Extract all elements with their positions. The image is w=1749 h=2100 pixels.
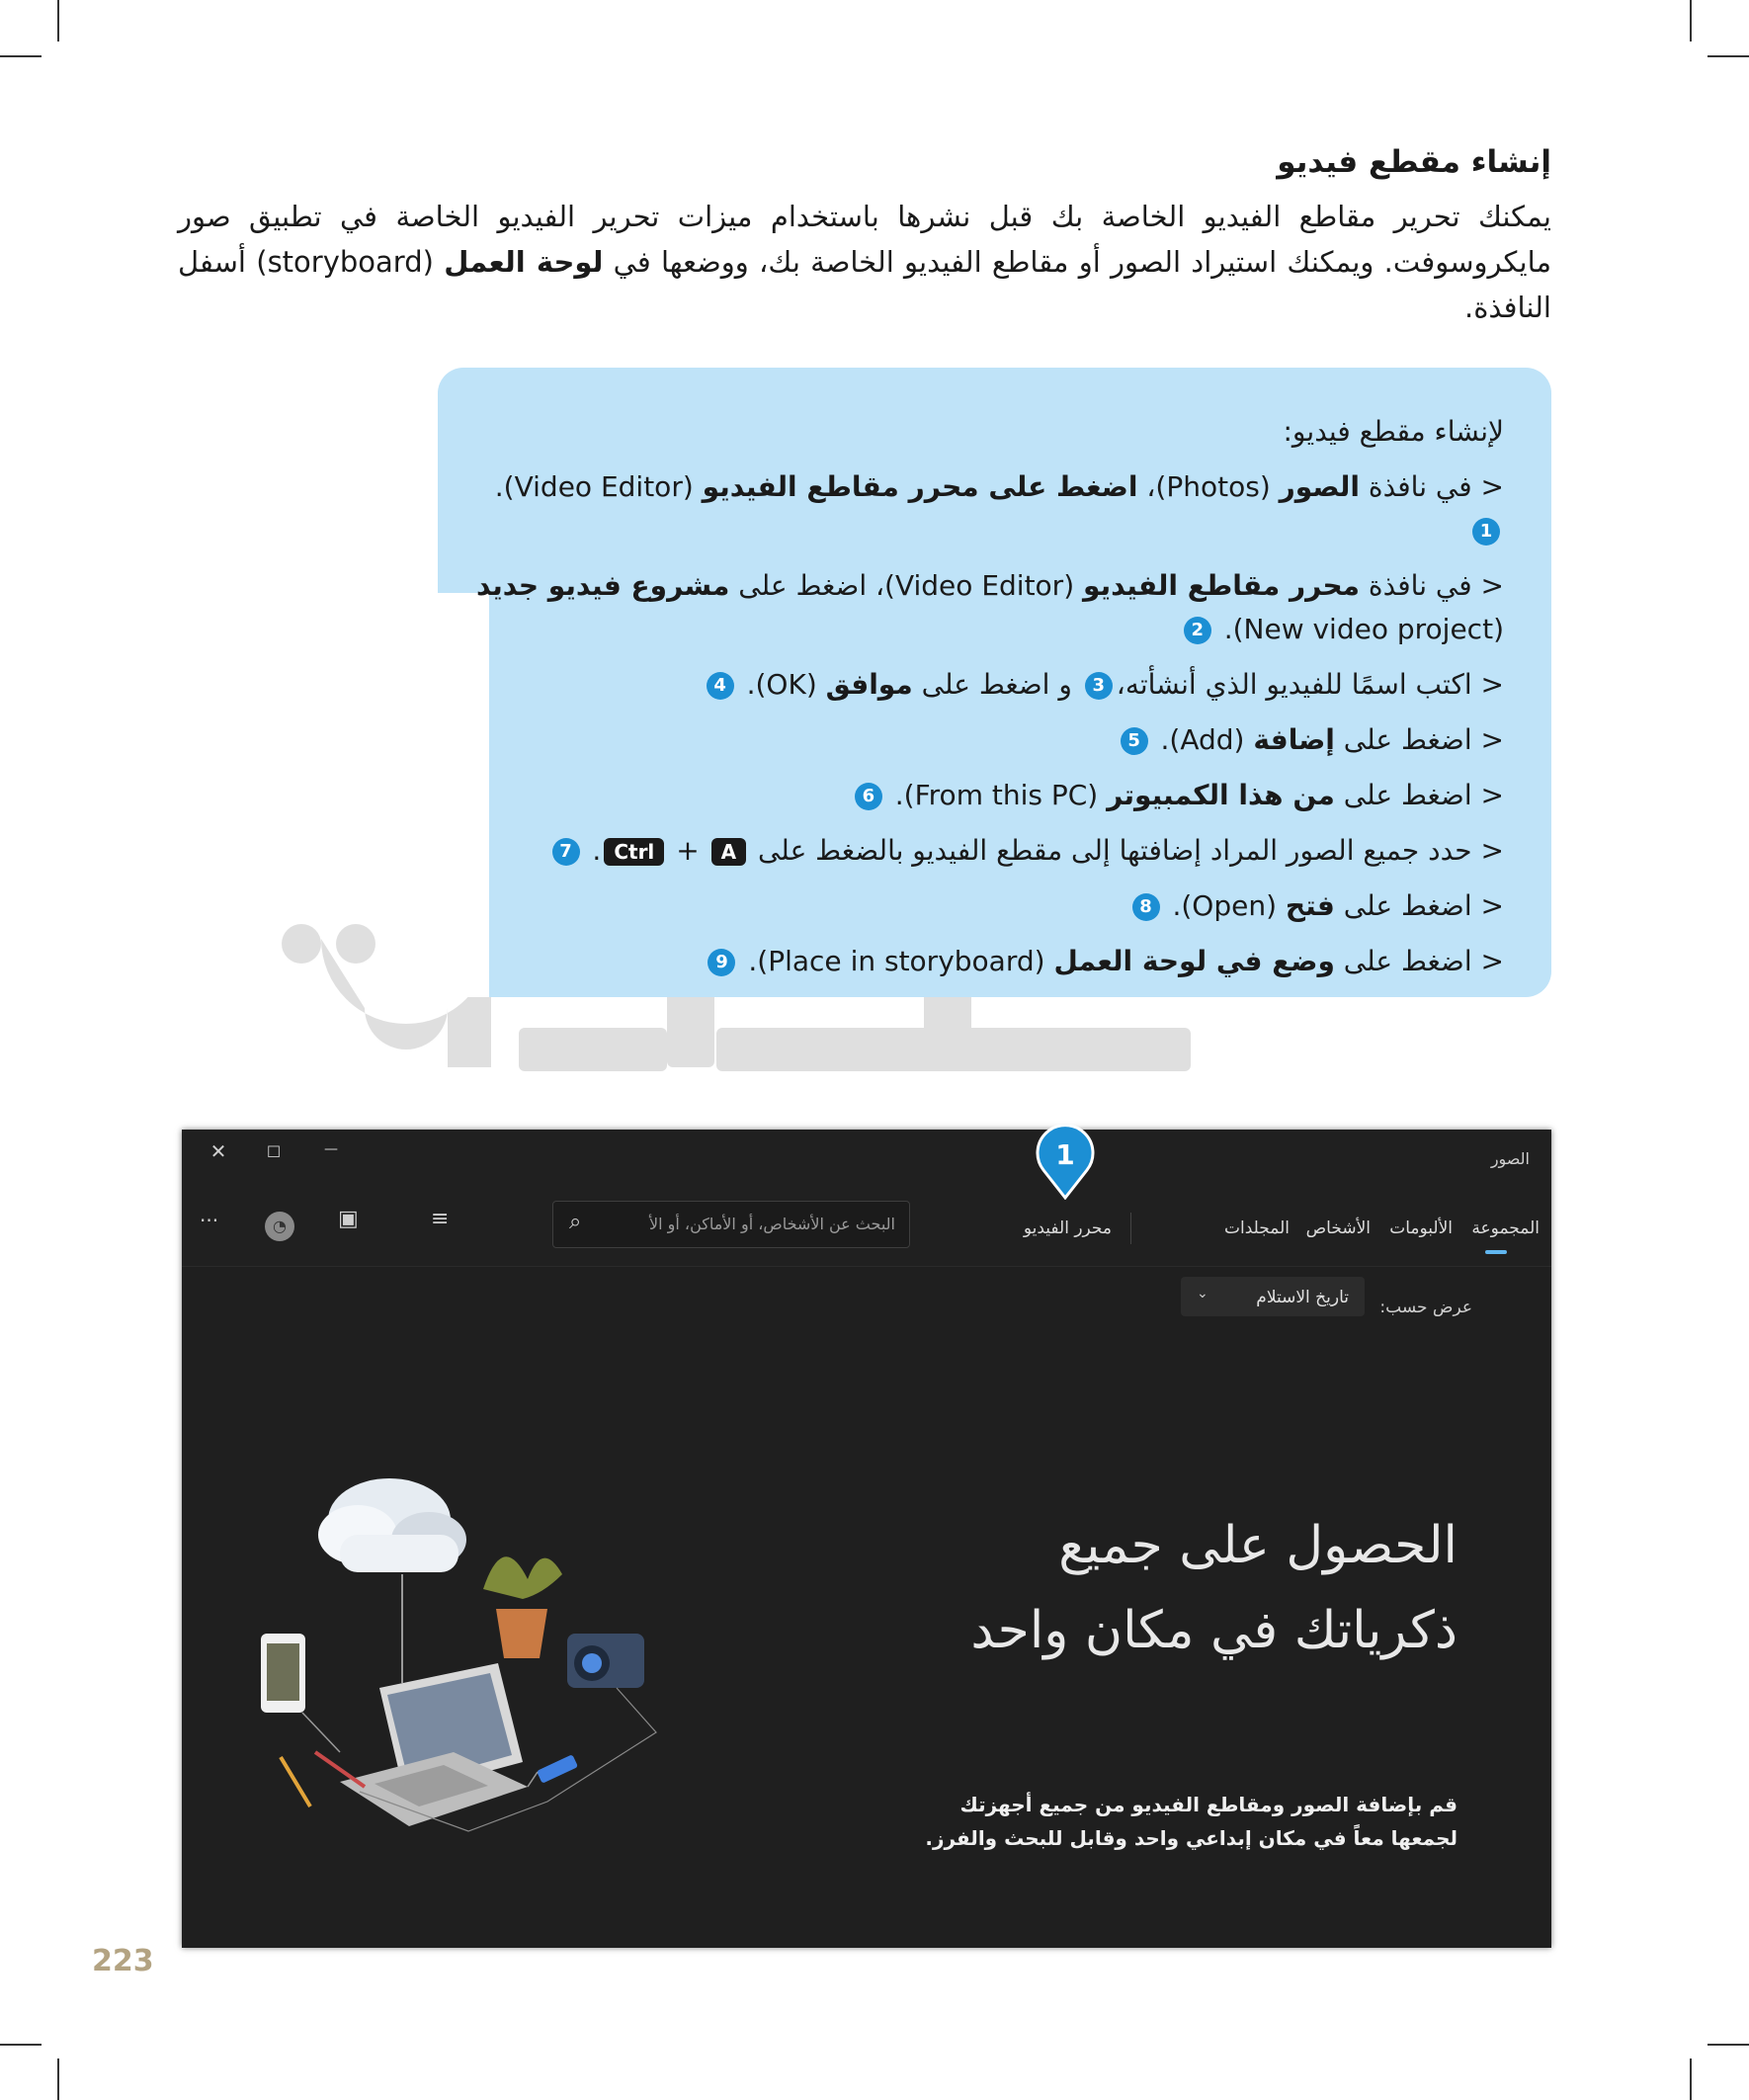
nav-divider: [1130, 1213, 1131, 1244]
step-text: (Photos)،: [1137, 470, 1280, 503]
step-7: < اضغط على فتح (Open). 8: [476, 884, 1504, 928]
step-3: < اكتب اسمًا للفيديو الذي أنشأته،3 و اضغط على موافق (OK). 4: [476, 663, 1504, 707]
sort-list-icon[interactable]: ≡: [431, 1207, 450, 1231]
step-text: (From this PC).: [894, 779, 1108, 811]
step-text: في نافذة: [1360, 569, 1472, 602]
crop-mark: [1690, 2058, 1692, 2100]
key-ctrl: Ctrl: [604, 838, 664, 866]
plus-sign: +: [676, 834, 700, 867]
search-placeholder: البحث عن الأشخاص، أو الأماكن، أو الأ: [648, 1215, 895, 1233]
step-8: < اضغط على وضع في لوحة العمل (Place in storyboard). 9: [476, 940, 1504, 983]
step-text: (Video Editor)، اضغط على: [729, 569, 1084, 602]
import-icon[interactable]: ▣: [338, 1207, 359, 1231]
step-bold: إضافة: [1253, 723, 1335, 756]
step-number-badge: 2: [1184, 617, 1211, 644]
step-number-badge: 9: [708, 949, 735, 976]
crop-mark: [1690, 0, 1692, 42]
avatar[interactable]: ◔: [265, 1212, 294, 1241]
tab-folders[interactable]: المجلدات: [1224, 1218, 1290, 1238]
pencil-icon: [281, 1757, 310, 1806]
intro-text: يمكنك تحرير مقاطع الفيديو الخاصة بك قبل نشرها باستخدام ميزات تحرير الفيديو الخاصة في تطبيق صور مايكروسوفت. ويمكنك استيراد الصور أو مقاطع الفيديو الخاصة بك، ووضعها في: [178, 200, 1551, 279]
step-number-badge: 7: [552, 838, 580, 866]
section-heading: إنشاء مقطع فيديو: [1277, 144, 1551, 180]
step-text: (Video Editor).: [494, 470, 703, 503]
step-text: حدد جميع الصور المراد إضافتها إلى مقطع الفيديو بالضغط على: [749, 834, 1472, 867]
step-text: اضغط على: [1334, 779, 1472, 811]
title-bar: [182, 1130, 1551, 1181]
crop-mark: [57, 0, 59, 42]
step-text: في نافذة: [1360, 470, 1472, 503]
step-text: .: [592, 834, 602, 867]
toolbar: [182, 1181, 1551, 1267]
step-number-badge: 3: [1085, 672, 1113, 700]
instructions-intro: لإنشاء مقطع فيديو:: [1283, 415, 1504, 448]
step-text: و اضغط على: [912, 668, 1081, 701]
step-6: < حدد جميع الصور المراد إضافتها إلى مقطع الفيديو بالضغط على A + Ctrl. 7: [476, 829, 1504, 873]
crop-mark: [57, 2058, 59, 2100]
sort-dropdown[interactable]: [1181, 1277, 1365, 1316]
close-window-button[interactable]: ✕: [209, 1139, 227, 1163]
crop-mark: [1707, 55, 1749, 57]
more-options-icon[interactable]: ···: [200, 1209, 219, 1232]
step-bold: مشروع فيديو جديد: [476, 569, 730, 602]
camera-icon: [567, 1634, 644, 1688]
step-text: (Add).: [1160, 723, 1254, 756]
step-bold: وضع في لوحة العمل: [1053, 945, 1335, 977]
hero-description: قم بإضافة الصور ومقاطع الفيديو من جميع أجهزتك لجمعها معاً في مكان إبداعي واحد وقابل للبحث والفرز.: [925, 1793, 1458, 1850]
window-title: الصور: [1490, 1149, 1530, 1168]
step-number-badge: 4: [707, 672, 734, 700]
step-5: < اضغط على من هذا الكمبيوتر (From this PC). 6: [476, 774, 1504, 817]
step-bold: موافق: [825, 668, 913, 701]
tab-video-editor[interactable]: محرر الفيديو: [1023, 1218, 1112, 1238]
instructions-list: [476, 415, 1504, 995]
step-bold: اضغط على محرر مقاطع الفيديو: [702, 470, 1138, 503]
crop-mark: [1707, 2044, 1749, 2046]
cloud-icon: [318, 1478, 466, 1572]
usb-icon: [537, 1754, 578, 1784]
step-bold: محرر مقاطع الفيديو: [1083, 569, 1361, 602]
sort-label: عرض حسب:: [1379, 1298, 1472, 1317]
intro-paragraph: [178, 194, 1551, 330]
sort-value: تاريخ الاستلام: [1256, 1288, 1349, 1307]
step-text: (OK).: [746, 668, 826, 701]
intro-text-end: (storyboard) أسفل النافذة.: [178, 245, 1551, 324]
key-a: A: [711, 838, 746, 866]
step-number-badge: 8: [1132, 893, 1160, 921]
active-tab-indicator: [1485, 1250, 1507, 1254]
minimize-window-button[interactable]: —: [324, 1141, 338, 1157]
intro-bold-term: لوحة العمل: [444, 245, 604, 279]
hero-title: الحصول على جميع ذكرياتك في مكان واحد: [970, 1516, 1458, 1660]
step-text: اكتب اسمًا للفيديو الذي أنشأته،: [1116, 668, 1472, 701]
step-bold: الصور: [1279, 470, 1361, 503]
step-text: (Open).: [1172, 889, 1286, 922]
search-input[interactable]: [552, 1201, 910, 1248]
tab-albums[interactable]: الألبومات: [1389, 1218, 1453, 1238]
step-2: < في نافذة محرر مقاطع الفيديو (Video Editor)، اضغط على مشروع فيديو جديد (New video project). 2: [476, 569, 1504, 645]
crop-mark: [0, 55, 42, 57]
phone-icon: [261, 1634, 305, 1713]
search-icon: ⌕: [569, 1210, 582, 1234]
maximize-window-button[interactable]: ☐: [266, 1142, 282, 1161]
step-text: اضغط على: [1334, 889, 1472, 922]
step-bold: من هذا الكمبيوتر: [1107, 779, 1335, 811]
plant-icon: [483, 1556, 562, 1658]
photos-app-window: [182, 1130, 1551, 1948]
callout-marker: [1036, 1125, 1095, 1200]
step-text: (New video project).: [1223, 613, 1504, 645]
chevron-down-icon: ⌄: [1197, 1286, 1208, 1302]
laptop-icon: [340, 1663, 528, 1826]
step-number-badge: 6: [855, 783, 882, 810]
step-number-badge: 5: [1121, 727, 1148, 755]
step-text: اضغط على: [1334, 723, 1472, 756]
step-1: < في نافذة الصور (Photos)، اضغط على محرر مقاطع الفيديو (Video Editor). 1: [476, 465, 1504, 552]
step-text: اضغط على: [1334, 945, 1472, 977]
crop-mark: [0, 2044, 42, 2046]
page-number: 223: [92, 1944, 154, 1978]
tab-collection[interactable]: المجموعة: [1471, 1218, 1540, 1238]
devices-illustration: [241, 1426, 794, 1890]
step-4: < اضغط على إضافة (Add). 5: [476, 718, 1504, 762]
step-number-badge: 1: [1472, 518, 1500, 546]
callout-number: 1: [1055, 1138, 1075, 1171]
pencil-icon: [315, 1752, 365, 1787]
tab-people[interactable]: الأشخاص: [1305, 1218, 1371, 1238]
step-text: (Place in storyboard).: [748, 945, 1054, 977]
step-bold: فتح: [1285, 889, 1335, 922]
